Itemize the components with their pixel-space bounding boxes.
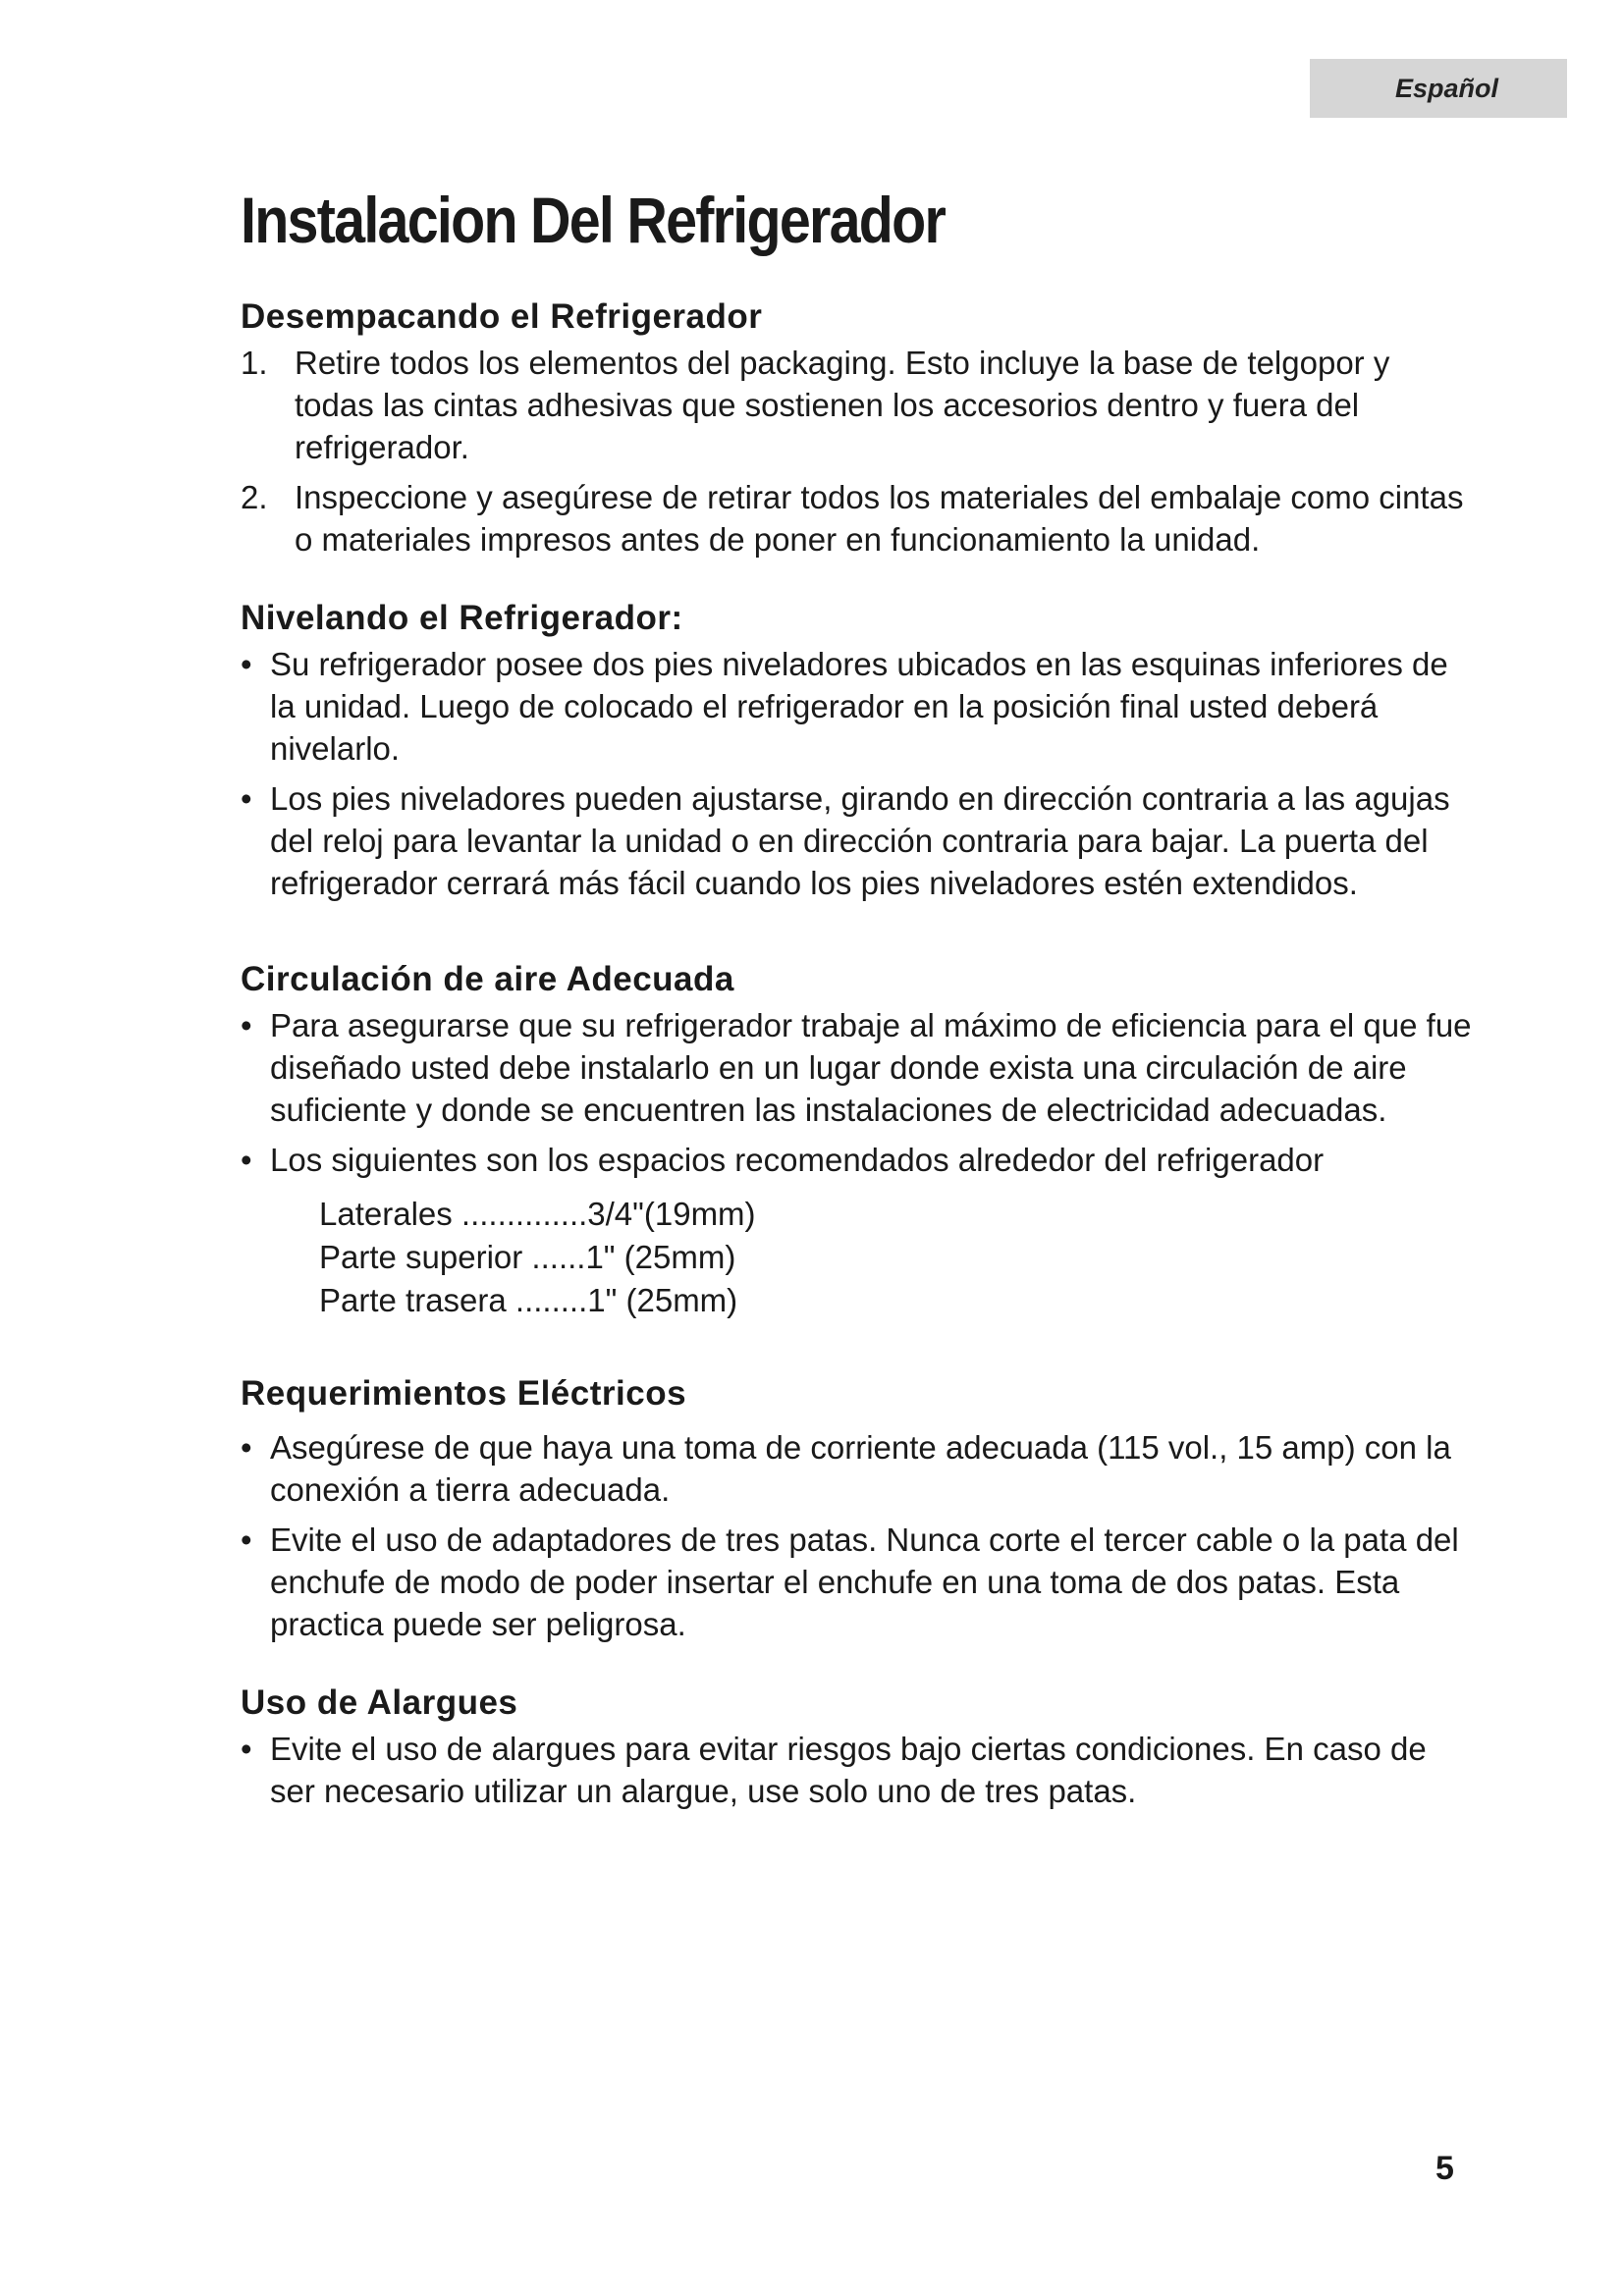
- document-body: [241, 294, 1478, 1812]
- bullet: •: [241, 646, 252, 682]
- bullet: •: [241, 1731, 252, 1767]
- bullet: •: [241, 1522, 252, 1558]
- clearance-list: [241, 1193, 1478, 1322]
- section-heading: Nivelando el Refrigerador:: [241, 599, 683, 637]
- clearance-sides: Laterales ..............3/4"(19mm): [319, 1196, 756, 1232]
- bullet: •: [241, 1429, 252, 1466]
- language-tab: Español: [1310, 59, 1567, 118]
- list-item: [241, 1519, 1478, 1645]
- list-item-text: Retire todos los elementos del packaging. Esto incluye la base de telgopor y todas las cintas adhesivas que sostienen los accesorios dentro y fuera del refrigerador.: [295, 345, 1390, 465]
- section-electricos: [241, 1371, 1478, 1645]
- list-item: [241, 476, 1478, 561]
- list-item: [241, 342, 1478, 468]
- section-circulacion: [241, 957, 1478, 1322]
- list-item-text: Para asegurarse que su refrigerador trabaje al máximo de eficiencia para el que fue diseñado usted debe instalarlo en un lugar donde exista una circulación de aire suficiente y donde se encuentren las instalaciones de electricidad adecuadas.: [270, 1007, 1472, 1128]
- bullet: •: [241, 780, 252, 817]
- bullet: •: [241, 1142, 252, 1178]
- list-item: [241, 1426, 1478, 1511]
- section-nivelando: [241, 596, 1478, 904]
- list-item: [241, 1004, 1478, 1131]
- section-alargues: [241, 1681, 1478, 1812]
- list-item: [241, 1139, 1478, 1181]
- section-desempacando: [241, 294, 1478, 561]
- section-heading: Requerimientos Eléctricos: [241, 1374, 687, 1413]
- section-heading: Desempacando el Refrigerador: [241, 297, 763, 336]
- clearance-back: Parte trasera ........1" (25mm): [319, 1282, 738, 1318]
- section-heading: Uso de Alargues: [241, 1683, 518, 1722]
- page-number: 5: [1435, 2150, 1454, 2187]
- list-item-text: Su refrigerador posee dos pies niveladores ubicados en las esquinas inferiores de la unidad. Luego de colocado el refrigerador en la posición final usted deberá nivelarlo.: [270, 646, 1448, 767]
- list-number: 2.: [241, 479, 268, 515]
- list-item-text: Los pies niveladores pueden ajustarse, girando en dirección contraria a las agujas del reloj para levantar la unidad o en dirección contraria para bajar. La puerta del refrigerador cerrará más fácil cuando los pies niveladores estén extendidos.: [270, 780, 1450, 901]
- list-item-text: Asegúrese de que haya una toma de corriente adecuada (115 vol., 15 amp) con la conexión a tierra adecuada.: [270, 1429, 1451, 1508]
- list-item: [241, 777, 1478, 904]
- page-title: Instalacion Del Refrigerador: [241, 184, 946, 256]
- list-item: [241, 643, 1478, 770]
- clearance-top: Parte superior ......1" (25mm): [319, 1239, 736, 1275]
- list-number: 1.: [241, 345, 268, 381]
- section-heading: Circulación de aire Adecuada: [241, 960, 734, 998]
- list-item-text: Inspeccione y asegúrese de retirar todos los materiales del embalaje como cintas o materiales impresos antes de poner en funcionamiento la unidad.: [295, 479, 1464, 558]
- bullet: •: [241, 1007, 252, 1043]
- list-item: [241, 1728, 1478, 1812]
- list-item-text: Evite el uso de adaptadores de tres patas. Nunca corte el tercer cable o la pata del enchufe de modo de poder insertar el enchufe en una toma de dos patas. Esta practica puede ser peligrosa.: [270, 1522, 1459, 1642]
- list-item-text: Los siguientes son los espacios recomendados alrededor del refrigerador: [270, 1142, 1325, 1178]
- list-item-text: Evite el uso de alargues para evitar riesgos bajo ciertas condiciones. En caso de ser necesario utilizar un alargue, use solo uno de tres patas.: [270, 1731, 1427, 1809]
